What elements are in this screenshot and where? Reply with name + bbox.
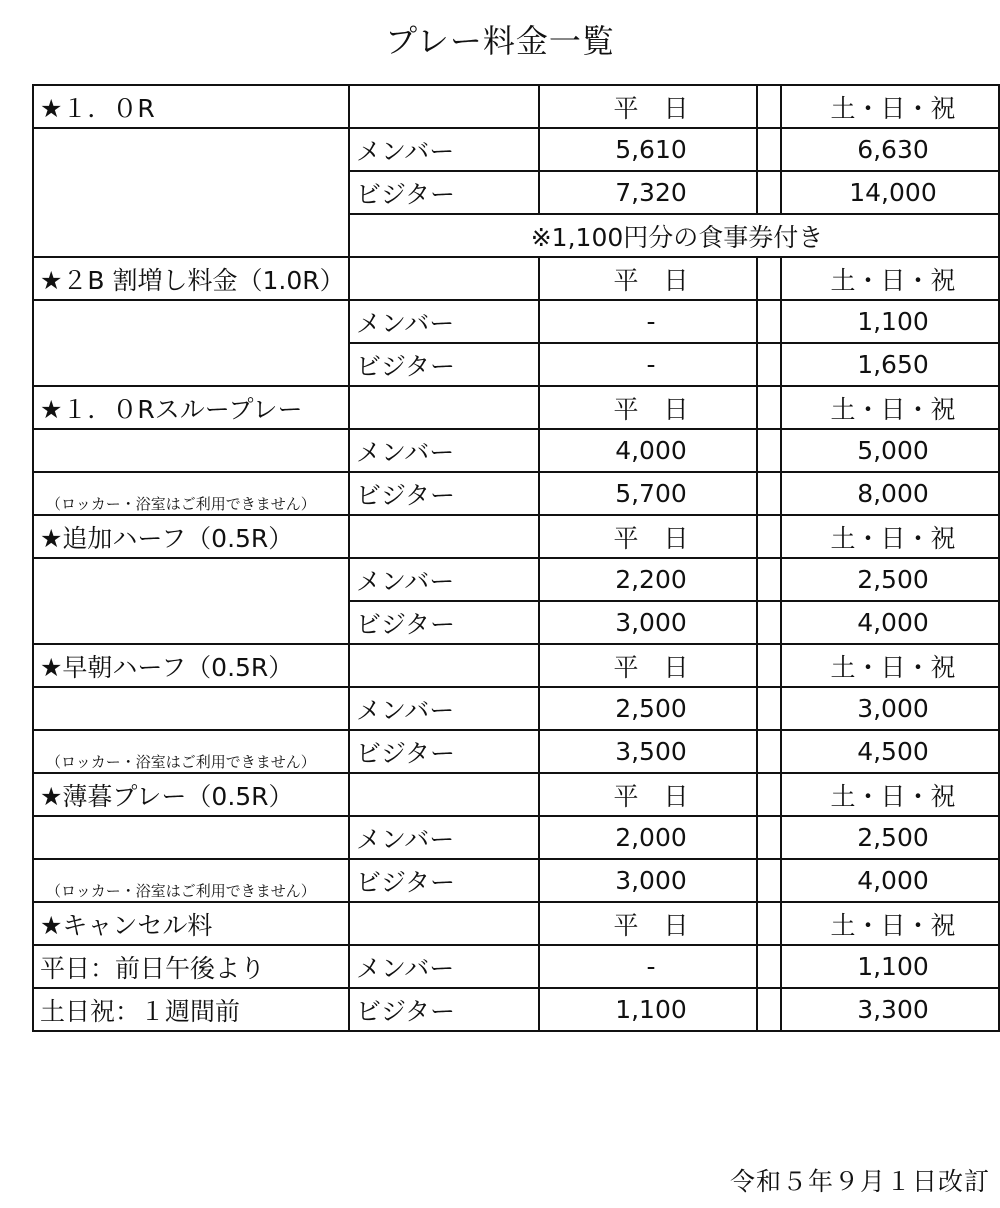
section-header-row bbox=[33, 85, 999, 128]
visitor-weekday-fee: 5,700 bbox=[539, 472, 757, 515]
blank-cell bbox=[349, 85, 539, 128]
divider-cell bbox=[757, 601, 781, 644]
divider-cell bbox=[757, 171, 781, 214]
weekend-header: 土・日・祝 bbox=[781, 773, 999, 816]
visitor-label: ビジター bbox=[349, 171, 539, 214]
blank-cell bbox=[33, 816, 349, 859]
divider-cell bbox=[757, 85, 781, 128]
cancel-rule-weekend: 土日祝：１週間前 bbox=[33, 988, 349, 1031]
visitor-weekday-fee: 3,500 bbox=[539, 730, 757, 773]
member-label: メンバー bbox=[349, 558, 539, 601]
table-row bbox=[33, 988, 999, 1031]
revision-date: 令和５年９月１日改訂 bbox=[729, 1167, 990, 1196]
section-header-row bbox=[33, 773, 999, 816]
divider-cell bbox=[757, 988, 781, 1031]
member-weekday-fee: 2,000 bbox=[539, 816, 757, 859]
blank-cell bbox=[349, 902, 539, 945]
section-heading: ★キャンセル料 bbox=[33, 902, 349, 945]
visitor-label: ビジター bbox=[349, 730, 539, 773]
weekend-header: 土・日・祝 bbox=[781, 85, 999, 128]
divider-cell bbox=[757, 386, 781, 429]
table-row bbox=[33, 730, 999, 773]
table-row bbox=[33, 816, 999, 859]
visitor-label: ビジター bbox=[349, 343, 539, 386]
blank-cell bbox=[33, 558, 349, 644]
visitor-weekend-fee: 4,000 bbox=[781, 601, 999, 644]
visitor-weekday-fee: 3,000 bbox=[539, 859, 757, 902]
weekend-header: 土・日・祝 bbox=[781, 386, 999, 429]
table-row bbox=[33, 687, 999, 730]
divider-cell bbox=[757, 257, 781, 300]
section-header-row bbox=[33, 386, 999, 429]
weekend-header: 土・日・祝 bbox=[781, 515, 999, 558]
visitor-weekday-fee: 3,000 bbox=[539, 601, 757, 644]
member-weekday-fee: 2,500 bbox=[539, 687, 757, 730]
member-weekend-fee: 2,500 bbox=[781, 558, 999, 601]
visitor-label: ビジター bbox=[349, 988, 539, 1031]
section-header-row bbox=[33, 902, 999, 945]
divider-cell bbox=[757, 128, 781, 171]
table-row bbox=[33, 945, 999, 988]
visitor-weekday-fee: 7,320 bbox=[539, 171, 757, 214]
section-header-row bbox=[33, 257, 999, 300]
blank-cell bbox=[349, 773, 539, 816]
locker-note: （ロッカー・浴室はご利用できません） bbox=[46, 495, 316, 513]
blank-cell bbox=[349, 515, 539, 558]
weekday-header: 平 日 bbox=[539, 902, 757, 945]
divider-cell bbox=[757, 644, 781, 687]
divider-cell bbox=[757, 859, 781, 902]
member-weekday-fee: 2,200 bbox=[539, 558, 757, 601]
member-weekend-fee: 5,000 bbox=[781, 429, 999, 472]
divider-cell bbox=[757, 945, 781, 988]
section-header-row bbox=[33, 644, 999, 687]
section-heading: ★１．０Rスループレー bbox=[33, 386, 349, 429]
weekday-header: 平 日 bbox=[539, 773, 757, 816]
weekday-header: 平 日 bbox=[539, 257, 757, 300]
member-weekday-fee: 5,610 bbox=[539, 128, 757, 171]
blank-cell bbox=[33, 687, 349, 730]
visitor-weekend-fee: 8,000 bbox=[781, 472, 999, 515]
divider-cell bbox=[757, 902, 781, 945]
visitor-weekend-fee: 14,000 bbox=[781, 171, 999, 214]
weekend-header: 土・日・祝 bbox=[781, 902, 999, 945]
table-row bbox=[33, 859, 999, 902]
page-title: プレー料金一覧 bbox=[385, 22, 615, 60]
section-heading: ★追加ハーフ（0.5R） bbox=[33, 515, 349, 558]
blank-cell bbox=[33, 429, 349, 472]
weekday-header: 平 日 bbox=[539, 515, 757, 558]
divider-cell bbox=[757, 687, 781, 730]
member-weekend-fee: 1,100 bbox=[781, 945, 999, 988]
member-label: メンバー bbox=[349, 945, 539, 988]
fee-table bbox=[32, 84, 1000, 1032]
blank-cell bbox=[33, 128, 349, 257]
section-heading: ★薄暮プレー（0.5R） bbox=[33, 773, 349, 816]
visitor-label: ビジター bbox=[349, 859, 539, 902]
divider-cell bbox=[757, 343, 781, 386]
divider-cell bbox=[757, 558, 781, 601]
visitor-weekday-fee: 1,100 bbox=[539, 988, 757, 1031]
section-header-row bbox=[33, 515, 999, 558]
visitor-weekend-fee: 1,650 bbox=[781, 343, 999, 386]
weekend-header: 土・日・祝 bbox=[781, 644, 999, 687]
visitor-weekday-fee: - bbox=[539, 343, 757, 386]
member-weekday-fee: - bbox=[539, 300, 757, 343]
divider-cell bbox=[757, 773, 781, 816]
blank-cell bbox=[349, 644, 539, 687]
divider-cell bbox=[757, 300, 781, 343]
member-label: メンバー bbox=[349, 429, 539, 472]
member-weekend-fee: 1,100 bbox=[781, 300, 999, 343]
member-weekday-fee: 4,000 bbox=[539, 429, 757, 472]
divider-cell bbox=[757, 730, 781, 773]
weekday-header: 平 日 bbox=[539, 644, 757, 687]
meal-ticket-note: ※1,100円分の食事券付き bbox=[349, 214, 999, 257]
table-row bbox=[33, 429, 999, 472]
section-heading: ★１．０R bbox=[33, 85, 349, 128]
member-label: メンバー bbox=[349, 687, 539, 730]
visitor-label: ビジター bbox=[349, 472, 539, 515]
table-row bbox=[33, 300, 999, 343]
visitor-weekend-fee: 4,500 bbox=[781, 730, 999, 773]
weekend-header: 土・日・祝 bbox=[781, 257, 999, 300]
table-row bbox=[33, 558, 999, 601]
blank-cell bbox=[349, 386, 539, 429]
divider-cell bbox=[757, 515, 781, 558]
blank-cell bbox=[349, 257, 539, 300]
divider-cell bbox=[757, 816, 781, 859]
section-heading: ★２B 割増し料金（1.0R） bbox=[33, 257, 349, 300]
member-weekday-fee: - bbox=[539, 945, 757, 988]
member-weekend-fee: 3,000 bbox=[781, 687, 999, 730]
member-weekend-fee: 6,630 bbox=[781, 128, 999, 171]
visitor-weekend-fee: 3,300 bbox=[781, 988, 999, 1031]
cancel-rule-weekday: 平日：前日午後より bbox=[33, 945, 349, 988]
member-label: メンバー bbox=[349, 300, 539, 343]
divider-cell bbox=[757, 472, 781, 515]
member-label: メンバー bbox=[349, 128, 539, 171]
member-weekend-fee: 2,500 bbox=[781, 816, 999, 859]
weekday-header: 平 日 bbox=[539, 386, 757, 429]
locker-note: （ロッカー・浴室はご利用できません） bbox=[46, 882, 316, 900]
blank-cell bbox=[33, 300, 349, 386]
table-row bbox=[33, 472, 999, 515]
locker-note: （ロッカー・浴室はご利用できません） bbox=[46, 753, 316, 771]
visitor-weekend-fee: 4,000 bbox=[781, 859, 999, 902]
visitor-label: ビジター bbox=[349, 601, 539, 644]
table-row bbox=[33, 128, 999, 171]
member-label: メンバー bbox=[349, 816, 539, 859]
divider-cell bbox=[757, 429, 781, 472]
section-heading: ★早朝ハーフ（0.5R） bbox=[33, 644, 349, 687]
weekday-header: 平 日 bbox=[539, 85, 757, 128]
